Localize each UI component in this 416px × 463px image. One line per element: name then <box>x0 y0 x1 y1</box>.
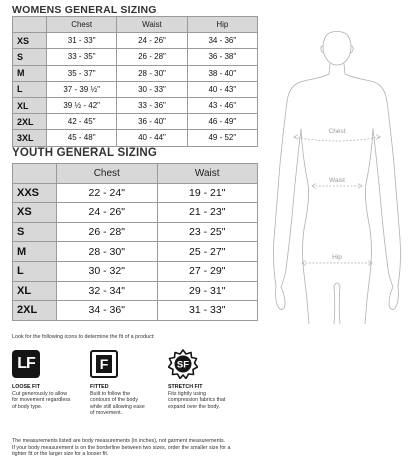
table-header-row <box>13 17 258 33</box>
size-label: 2XL <box>13 301 57 321</box>
fitted-description <box>90 384 162 417</box>
fitted-icon <box>90 350 118 378</box>
size-label: M <box>13 65 47 81</box>
waist-value: 21 - 23" <box>157 203 258 223</box>
womens-size-table <box>12 16 258 147</box>
footnote-line: The measurements listed are body measurements (in inches), not garment measurements. <box>12 438 226 444</box>
column-header-hip: Hip <box>187 17 257 33</box>
corner-cell <box>13 164 57 184</box>
fit-name: FITTED <box>90 384 109 390</box>
chest-value: 26 - 28" <box>57 222 158 242</box>
chest-value: 30 - 32" <box>57 261 158 281</box>
waist-value: 40 - 44" <box>117 130 187 146</box>
size-label: S <box>13 222 57 242</box>
fit-description: Fits tightly using compression fabrics that expand over the body. <box>168 390 226 410</box>
size-label: XS <box>13 203 57 223</box>
footnote-line: If your body measurement is on the borderline between two sizes, order the smaller size for a <box>12 444 231 451</box>
table-row <box>13 97 258 113</box>
hip-value: 34 - 36" <box>187 33 257 49</box>
waist-value: 26 - 28" <box>117 49 187 65</box>
table-row <box>13 81 258 97</box>
size-label: XL <box>13 281 57 301</box>
column-header-waist: Waist <box>117 17 187 33</box>
chest-label: Chest <box>328 128 346 135</box>
chest-arrow-right-icon <box>376 135 380 140</box>
table-row <box>13 183 258 203</box>
table-row <box>13 65 258 81</box>
hip-value: 38 - 40" <box>187 65 257 81</box>
chest-value: 24 - 26" <box>57 203 158 223</box>
waist-value: 19 - 21" <box>157 183 258 203</box>
size-label: M <box>13 242 57 262</box>
table-row <box>13 222 258 242</box>
corner-cell <box>13 17 47 33</box>
chest-arrow-left-icon <box>294 135 298 140</box>
hip-value: 40 - 43" <box>187 81 257 97</box>
chest-value: 45 - 48" <box>47 130 117 146</box>
chest-value: 39 ½ - 42" <box>47 97 117 113</box>
column-header-chest: Chest <box>57 164 158 184</box>
chest-measure-line <box>294 137 380 141</box>
table-row <box>13 130 258 146</box>
chest-value: 35 - 37" <box>47 65 117 81</box>
waist-value: 27 - 29" <box>157 261 258 281</box>
table-row <box>13 281 258 301</box>
womens-sizing-title: WOMENS GENERAL SIZING <box>12 4 157 16</box>
youth-sizing-title: YOUTH GENERAL SIZING <box>12 147 157 159</box>
table-row <box>13 242 258 262</box>
waist-value: 28 - 30" <box>117 65 187 81</box>
loose-fit-description <box>12 384 84 410</box>
waist-value: 24 - 26" <box>117 33 187 49</box>
waist-value: 31 - 33" <box>157 301 258 321</box>
loose-fit-icon: LF <box>12 350 40 378</box>
chest-value: 31 - 33" <box>47 33 117 49</box>
footnote-line: tighter fit or the larger size for a looser fit. <box>12 451 109 458</box>
table-row <box>13 33 258 49</box>
size-label: XL <box>13 97 47 113</box>
fit-description: Cut generously to allow for movement regardless of body type. <box>12 390 71 410</box>
fitted-icon-letter: F <box>96 355 112 373</box>
stretch-fit-icon <box>168 349 198 379</box>
table-row <box>13 261 258 281</box>
size-label: L <box>13 261 57 281</box>
hip-value: 43 - 46" <box>187 97 257 113</box>
measurement-footnote <box>12 438 407 458</box>
waist-label: Waist <box>328 177 346 184</box>
hip-value: 49 - 52" <box>187 130 257 146</box>
column-header-chest: Chest <box>47 17 117 33</box>
table-header-row <box>13 164 258 184</box>
hip-value: 36 - 38" <box>187 49 257 65</box>
waist-value: 36 - 40" <box>117 114 187 130</box>
table-row <box>13 301 258 321</box>
waist-value: 23 - 25" <box>157 222 258 242</box>
chest-value: 28 - 30" <box>57 242 158 262</box>
stretch-fit-icon-letters: SF <box>176 359 190 371</box>
size-label: L <box>13 81 47 97</box>
chest-value: 33 - 35" <box>47 49 117 65</box>
fit-name: STRETCH FIT <box>168 384 203 390</box>
waist-value: 30 - 33" <box>117 81 187 97</box>
fit-description: Built to follow the contours of the body while still allowing ease of movement. <box>90 390 145 417</box>
table-row <box>13 114 258 130</box>
fit-intro-text: Look for the following icons to determine the fit of a product: <box>12 334 155 340</box>
stretch-fit-description <box>168 384 240 410</box>
body-measurement-figure <box>262 24 412 324</box>
chest-value: 22 - 24" <box>57 183 158 203</box>
chest-value: 37 - 39 ½" <box>47 81 117 97</box>
chest-value: 42 - 45" <box>47 114 117 130</box>
size-label: XXS <box>13 183 57 203</box>
size-label: 2XL <box>13 114 47 130</box>
youth-size-table <box>12 163 258 321</box>
column-header-waist: Waist <box>157 164 258 184</box>
chest-value: 34 - 36" <box>57 301 158 321</box>
chest-value: 32 - 34" <box>57 281 158 301</box>
table-row <box>13 49 258 65</box>
size-label: XS <box>13 33 47 49</box>
waist-value: 25 - 27" <box>157 242 258 262</box>
table-row <box>13 203 258 223</box>
waist-value: 29 - 31" <box>157 281 258 301</box>
size-label: S <box>13 49 47 65</box>
waist-value: 33 - 36" <box>117 97 187 113</box>
hip-label: Hip <box>332 254 342 261</box>
hip-value: 46 - 49" <box>187 114 257 130</box>
size-label: 3XL <box>13 130 47 146</box>
fit-name: LOOSE FIT <box>12 384 40 390</box>
